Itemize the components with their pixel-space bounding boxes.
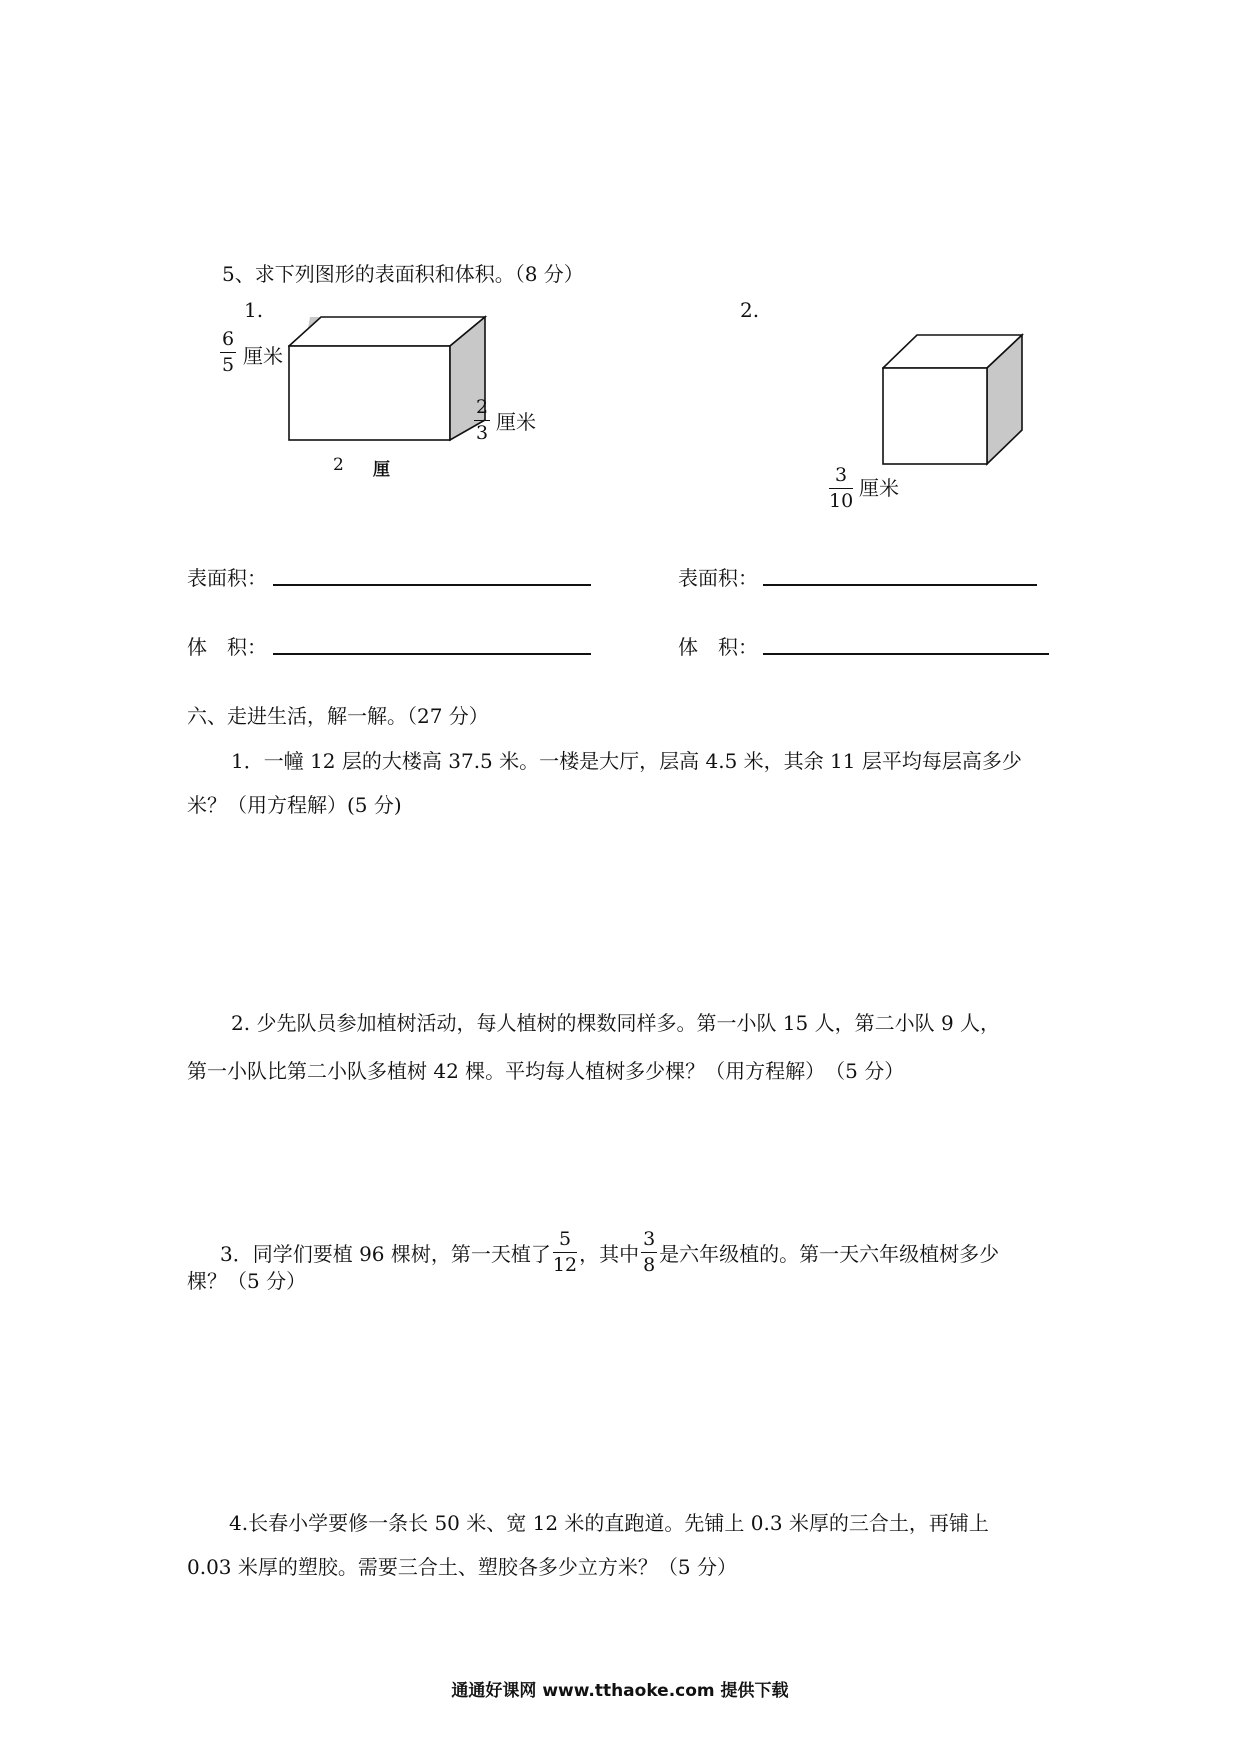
fig1-height-denominator: 5 [222,354,235,376]
fig1-length-unit: 厘 [373,460,390,480]
section6-title: 六、走进生活，解一解。（27 分） [187,704,489,728]
fig2-surface-answer-line[interactable] [763,584,1037,586]
fig1-volume-answer-line[interactable] [273,653,591,655]
problem3-line2: 棵？（5 分） [187,1269,307,1293]
fig1-surface-label: 表面积： [187,566,267,590]
fig2-edge-numerator: 3 [829,466,853,489]
problem1-line1: 1．一幢 12 层的大楼高 37.5 米。一楼是大厅，层高 4.5 米，其余 11 层平均每层高多少 [231,749,1022,773]
fig1-height-numerator: 6 [220,330,236,353]
fig2-surface-label: 表面积： [678,566,758,590]
fig1-height-fraction [220,330,236,375]
cuboid-front-face [289,346,450,440]
problem2-line1: 2. 少先队员参加植树活动，每人植树的棵数同样多。第一小队 15 人，第二小队 9 人， [231,1011,1001,1035]
fig1-volume-label: 体 积： [187,635,267,659]
problem3-fraction-1-denominator: 12 [552,1254,578,1276]
problem3-fraction-1-numerator: 5 [553,1230,577,1253]
problem3-fraction-2-denominator: 8 [643,1254,656,1276]
problem3-text-b: ，其中 [579,1242,640,1266]
fig1-label: 1. [244,298,264,322]
problem1-line2: 米？（用方程解）(5 分) [187,793,402,817]
problem4-line2: 0.03 米厚的塑胶。需要三合土、塑胶各多少立方米？（5 分） [187,1555,737,1579]
fig1-depth-denominator: 3 [476,422,489,444]
cube-figure [882,330,1024,466]
fig1-surface-answer-line[interactable] [273,584,591,586]
footer-source: 通通好课网 www.tthaoke.com 提供下载 [451,1681,789,1701]
problem3-fraction-2 [641,1230,657,1275]
fig2-edge-unit: 厘米 [859,476,899,500]
fig1-height-unit: 厘米 [243,344,283,368]
q5-title: 5、求下列图形的表面积和体积。（8 分） [222,262,584,286]
fig2-label: 2. [740,298,760,322]
fig2-edge-fraction [829,466,853,511]
fig1-depth-fraction [474,398,490,443]
fig2-volume-answer-line[interactable] [763,653,1049,655]
problem3-text-a: 3．同学们要植 96 棵树，第一天植了 [220,1242,551,1266]
cube-front-face [883,368,987,464]
problem3-text-c: 是六年级植的。第一天六年级植树多少 [659,1242,1000,1266]
fig1-length-value: 2 [333,455,344,475]
fig1-depth-unit: 厘米 [496,410,536,434]
fig2-edge-denominator: 10 [829,490,854,512]
fig1-depth-numerator: 2 [474,398,490,421]
problem3-fraction-1 [553,1230,577,1275]
fig2-volume-label: 体 积： [678,635,758,659]
problem3-fraction-2-numerator: 3 [641,1230,657,1253]
problem2-line2: 第一小队比第二小队多植树 42 棵。平均每人植树多少棵？（用方程解） （5 分） [187,1059,905,1083]
problem4-line1: 4.长春小学要修一条长 50 米、宽 12 米的直跑道。先铺上 0.3 米厚的三合土，再铺上 [229,1511,989,1535]
cuboid-figure [288,312,488,452]
problem3-line1 [220,1230,999,1275]
